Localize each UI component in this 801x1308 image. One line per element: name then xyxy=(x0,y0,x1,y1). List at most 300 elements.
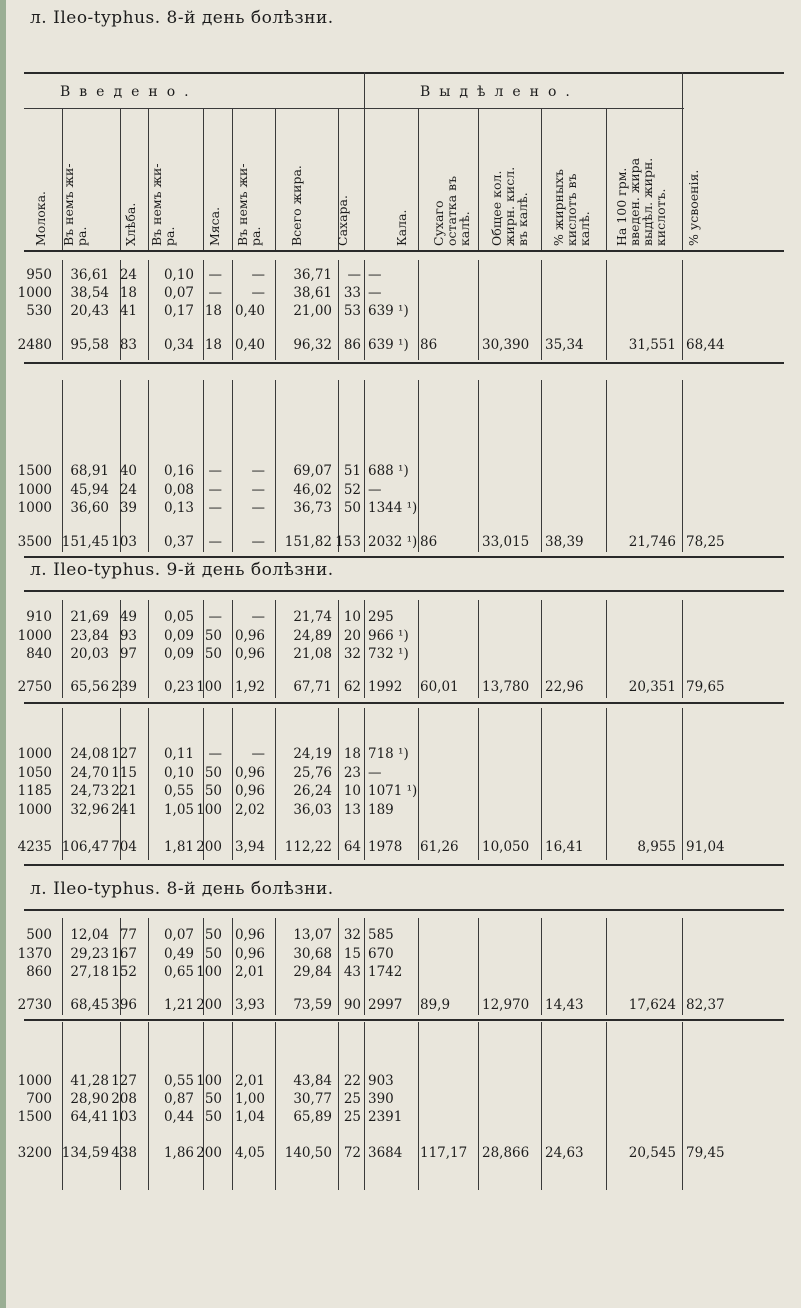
total-k: 3684 xyxy=(368,1145,403,1161)
cell-me: — xyxy=(208,463,222,479)
cell-tf: 36,03 xyxy=(293,802,332,818)
total-tf: 96,32 xyxy=(293,337,332,353)
cell-tf: 26,24 xyxy=(293,783,332,799)
cell-m: 1370 xyxy=(17,946,52,962)
cell-tf: 69,07 xyxy=(293,463,332,479)
cell-s: 10 xyxy=(343,783,361,799)
cell-m: 1000 xyxy=(17,482,52,498)
cell-m: 1500 xyxy=(17,1109,52,1125)
total-row xyxy=(0,679,801,699)
cell-me: 50 xyxy=(204,628,222,644)
table-row xyxy=(0,1091,801,1111)
table-row xyxy=(0,927,801,947)
cell-mef: 0,40 xyxy=(234,303,265,319)
cell-bf: 0,07 xyxy=(163,927,194,943)
cell-k: — xyxy=(368,765,382,781)
total-bf: 1,21 xyxy=(163,997,194,1013)
table-row xyxy=(0,946,801,966)
cell-k: 1742 xyxy=(368,964,403,980)
cell-s: 33 xyxy=(343,285,361,301)
cell-mef: — xyxy=(251,482,265,498)
column-header: Въ немъ жи- ра. xyxy=(149,163,177,246)
table-row xyxy=(0,500,801,520)
total-per100: 20,351 xyxy=(628,679,676,695)
total-pct: 35,34 xyxy=(545,337,584,353)
column-header: Въ немъ жи- ра. xyxy=(235,163,263,246)
total-dry: 117,17 xyxy=(420,1145,468,1161)
cell-k: 189 xyxy=(368,802,394,818)
cell-bf: 0,10 xyxy=(163,267,194,283)
cell-mf: 32,96 xyxy=(70,802,109,818)
total-row xyxy=(0,1145,801,1165)
total-mf: 68,45 xyxy=(70,997,109,1013)
total-pct: 38,39 xyxy=(545,534,584,550)
total-mf: 95,58 xyxy=(70,337,109,353)
total-s: 62 xyxy=(343,679,361,695)
total-abs: 79,45 xyxy=(686,1145,725,1161)
cell-mf: 64,41 xyxy=(70,1109,109,1125)
column-header: Кала. xyxy=(394,209,409,246)
table-row xyxy=(0,267,801,287)
cell-m: 1000 xyxy=(17,500,52,516)
cell-bf: 0,13 xyxy=(163,500,194,516)
table-row xyxy=(0,482,801,502)
total-abs: 78,25 xyxy=(686,534,725,550)
table-row xyxy=(0,964,801,984)
cell-tf: 43,84 xyxy=(293,1073,332,1089)
cell-tf: 38,61 xyxy=(293,285,332,301)
cell-m: 910 xyxy=(26,609,52,625)
table-row xyxy=(0,746,801,766)
cell-me: 100 xyxy=(196,802,222,818)
table-row xyxy=(0,628,801,648)
header-col-rule xyxy=(682,108,683,250)
cell-mf: 36,60 xyxy=(70,500,109,516)
header-col-rule xyxy=(364,108,365,250)
cell-bf: 0,16 xyxy=(163,463,194,479)
total-me: 200 xyxy=(196,1145,222,1161)
cell-me: 100 xyxy=(196,964,222,980)
section-out-label: Выдѣлено. xyxy=(420,84,579,100)
cell-me: 50 xyxy=(204,783,222,799)
cell-mf: 24,70 xyxy=(70,765,109,781)
cell-s: 51 xyxy=(343,463,361,479)
cell-mf: 28,90 xyxy=(70,1091,109,1107)
cell-s: 15 xyxy=(343,946,361,962)
total-per100: 20,545 xyxy=(628,1145,676,1161)
block-rule xyxy=(24,556,784,558)
cell-s: 32 xyxy=(343,646,361,662)
total-me: 18 xyxy=(204,337,222,353)
column-header: Всего жира. xyxy=(289,165,304,246)
total-pct: 24,63 xyxy=(545,1145,584,1161)
cell-me: 100 xyxy=(196,1073,222,1089)
cell-k: 732 ¹) xyxy=(368,646,409,662)
cell-b: 40 xyxy=(119,463,137,479)
total-tf: 73,59 xyxy=(293,997,332,1013)
cell-mef: 2,02 xyxy=(234,802,265,818)
cell-k: 2391 xyxy=(368,1109,403,1125)
total-fa: 28,866 xyxy=(482,1145,530,1161)
cell-s: 18 xyxy=(343,746,361,762)
cell-b: 152 xyxy=(111,964,137,980)
cell-m: 1000 xyxy=(17,746,52,762)
table-row xyxy=(0,1109,801,1129)
cell-me: — xyxy=(208,285,222,301)
table-row xyxy=(0,1073,801,1093)
total-m: 2750 xyxy=(17,679,52,695)
cell-tf: 24,89 xyxy=(293,628,332,644)
cell-mf: 29,23 xyxy=(70,946,109,962)
total-b: 239 xyxy=(111,679,137,695)
total-mef: 3,93 xyxy=(234,997,265,1013)
total-mf: 106,47 xyxy=(61,839,109,855)
total-m: 2730 xyxy=(17,997,52,1013)
cell-tf: 30,68 xyxy=(293,946,332,962)
cell-k: 1344 ¹) xyxy=(368,500,418,516)
total-pct: 22,96 xyxy=(545,679,584,695)
cell-m: 950 xyxy=(26,267,52,283)
cell-bf: 1,05 xyxy=(163,802,194,818)
section-top-rule xyxy=(24,909,784,911)
total-mef: 0,40 xyxy=(234,337,265,353)
cell-m: 530 xyxy=(26,303,52,319)
table-row xyxy=(0,783,801,803)
cell-me: 50 xyxy=(204,1109,222,1125)
cell-k: 1071 ¹) xyxy=(368,783,418,799)
cell-b: 93 xyxy=(119,628,137,644)
total-row xyxy=(0,534,801,554)
table-row xyxy=(0,646,801,666)
table-row xyxy=(0,765,801,785)
cell-bf: 0,55 xyxy=(163,1073,194,1089)
cell-m: 1050 xyxy=(17,765,52,781)
header-col-rule xyxy=(232,108,233,250)
cell-mf: 21,69 xyxy=(70,609,109,625)
cell-k: — xyxy=(368,267,382,283)
cell-tf: 36,71 xyxy=(293,267,332,283)
cell-bf: 0,44 xyxy=(163,1109,194,1125)
total-b: 396 xyxy=(111,997,137,1013)
cell-s: 25 xyxy=(343,1091,361,1107)
cell-me: 50 xyxy=(204,646,222,662)
cell-m: 500 xyxy=(26,927,52,943)
total-mef: 3,94 xyxy=(234,839,265,855)
cell-k: 639 ¹) xyxy=(368,303,409,319)
cell-bf: 0,05 xyxy=(163,609,194,625)
total-bf: 0,37 xyxy=(163,534,194,550)
cell-k: 585 xyxy=(368,927,394,943)
total-s: 86 xyxy=(343,337,361,353)
total-mef: 4,05 xyxy=(234,1145,265,1161)
total-me: — xyxy=(208,534,222,550)
total-bf: 1,81 xyxy=(163,839,194,855)
cell-tf: 21,00 xyxy=(293,303,332,319)
cell-b: 167 xyxy=(111,946,137,962)
cell-tf: 65,89 xyxy=(293,1109,332,1125)
cell-mef: — xyxy=(251,267,265,283)
cell-me: — xyxy=(208,746,222,762)
cell-mef: — xyxy=(251,609,265,625)
header-top-rule xyxy=(24,72,784,74)
total-abs: 91,04 xyxy=(686,839,725,855)
total-mf: 151,45 xyxy=(61,534,109,550)
total-s: 153 xyxy=(335,534,361,550)
column-header: % усвоенія. xyxy=(686,169,701,246)
cell-m: 700 xyxy=(26,1091,52,1107)
total-tf: 67,71 xyxy=(293,679,332,695)
total-per100: 17,624 xyxy=(628,997,676,1013)
header-col-rule xyxy=(275,108,276,250)
total-m: 3500 xyxy=(17,534,52,550)
cell-bf: 0,10 xyxy=(163,765,194,781)
cell-mf: 20,43 xyxy=(70,303,109,319)
total-b: 704 xyxy=(111,839,137,855)
cell-mef: 1,04 xyxy=(234,1109,265,1125)
cell-mef: 0,96 xyxy=(234,628,265,644)
total-abs: 79,65 xyxy=(686,679,725,695)
cell-mef: 0,96 xyxy=(234,765,265,781)
column-header: Хлѣба. xyxy=(123,202,138,246)
total-k: 639 ¹) xyxy=(368,337,409,353)
cell-mf: 20,03 xyxy=(70,646,109,662)
cell-tf: 36,73 xyxy=(293,500,332,516)
cell-k: 295 xyxy=(368,609,394,625)
total-mf: 134,59 xyxy=(61,1145,109,1161)
cell-tf: 24,19 xyxy=(293,746,332,762)
cell-m: 1000 xyxy=(17,285,52,301)
cell-b: 41 xyxy=(119,303,137,319)
header-col-rule xyxy=(418,108,419,250)
cell-mf: 45,94 xyxy=(70,482,109,498)
total-row xyxy=(0,997,801,1017)
cell-k: 903 xyxy=(368,1073,394,1089)
cell-me: 50 xyxy=(204,1091,222,1107)
total-me: 200 xyxy=(196,997,222,1013)
section-title: л. Ileo-typhus. 9-й день болѣзни. xyxy=(30,560,334,580)
cell-bf: 0,65 xyxy=(163,964,194,980)
total-pct: 14,43 xyxy=(545,997,584,1013)
total-k: 1992 xyxy=(368,679,403,695)
cell-b: 241 xyxy=(111,802,137,818)
cell-k: — xyxy=(368,482,382,498)
cell-mef: 0,96 xyxy=(234,927,265,943)
cell-m: 840 xyxy=(26,646,52,662)
cell-m: 1000 xyxy=(17,1073,52,1089)
cell-mef: — xyxy=(251,463,265,479)
cell-s: 52 xyxy=(343,482,361,498)
table-row xyxy=(0,802,801,822)
cell-mef: 0,96 xyxy=(234,646,265,662)
block-rule xyxy=(24,702,784,704)
total-b: 438 xyxy=(111,1145,137,1161)
header-bottom-rule xyxy=(24,250,784,252)
total-dry: 60,01 xyxy=(420,679,459,695)
cell-tf: 13,07 xyxy=(293,927,332,943)
column-header: На 100 грм. введен. жира выдѣл. жирн. кислотъ. xyxy=(614,157,668,246)
cell-bf: 0,55 xyxy=(163,783,194,799)
cell-mef: — xyxy=(251,285,265,301)
cell-b: 103 xyxy=(111,1109,137,1125)
total-per100: 8,955 xyxy=(637,839,676,855)
cell-s: 23 xyxy=(343,765,361,781)
cell-bf: 0,11 xyxy=(163,746,194,762)
cell-s: — xyxy=(347,267,361,283)
cell-s: 20 xyxy=(343,628,361,644)
total-s: 64 xyxy=(343,839,361,855)
cell-me: 50 xyxy=(204,946,222,962)
cell-s: 22 xyxy=(343,1073,361,1089)
table-row xyxy=(0,285,801,305)
cell-b: 127 xyxy=(111,1073,137,1089)
total-k: 1978 xyxy=(368,839,403,855)
total-fa: 33,015 xyxy=(482,534,530,550)
cell-s: 10 xyxy=(343,609,361,625)
cell-bf: 0,09 xyxy=(163,646,194,662)
total-m: 4235 xyxy=(17,839,52,855)
cell-tf: 29,84 xyxy=(293,964,332,980)
cell-bf: 0,08 xyxy=(163,482,194,498)
cell-s: 32 xyxy=(343,927,361,943)
total-fa: 12,970 xyxy=(482,997,530,1013)
total-tf: 140,50 xyxy=(284,1145,332,1161)
cell-bf: 0,49 xyxy=(163,946,194,962)
total-tf: 151,82 xyxy=(284,534,332,550)
total-dry: 89,9 xyxy=(420,997,451,1013)
cell-mf: 36,61 xyxy=(70,267,109,283)
total-per100: 21,746 xyxy=(628,534,676,550)
table-row xyxy=(0,303,801,323)
cell-mef: 0,96 xyxy=(234,946,265,962)
table-row xyxy=(0,463,801,483)
total-row xyxy=(0,839,801,859)
cell-mf: 68,91 xyxy=(70,463,109,479)
column-header: % жирныхъ кислотъ въ калѣ. xyxy=(551,169,592,246)
column-header: Общее кол. жирн. кисл. въ калѣ. xyxy=(489,166,530,246)
block-rule xyxy=(24,864,784,866)
column-header: Молока. xyxy=(33,190,48,246)
header-col-rule xyxy=(120,108,121,250)
total-me: 200 xyxy=(196,839,222,855)
cell-m: 1000 xyxy=(17,628,52,644)
cell-b: 24 xyxy=(119,482,137,498)
cell-tf: 46,02 xyxy=(293,482,332,498)
total-k: 2997 xyxy=(368,997,403,1013)
total-fa: 13,780 xyxy=(482,679,530,695)
block-rule xyxy=(24,362,784,364)
block-rule xyxy=(24,1019,784,1021)
total-tf: 112,22 xyxy=(284,839,332,855)
cell-k: 670 xyxy=(368,946,394,962)
table-row xyxy=(0,609,801,629)
total-bf: 0,23 xyxy=(163,679,194,695)
column-header: Мяса. xyxy=(207,206,222,246)
cell-b: 24 xyxy=(119,267,137,283)
cell-mef: 0,96 xyxy=(234,783,265,799)
cell-b: 221 xyxy=(111,783,137,799)
cell-mf: 12,04 xyxy=(70,927,109,943)
total-dry: 61,26 xyxy=(420,839,459,855)
cell-k: 688 ¹) xyxy=(368,463,409,479)
cell-bf: 0,87 xyxy=(163,1091,194,1107)
column-header: Въ немъ жи- ра. xyxy=(61,163,89,246)
cell-b: 127 xyxy=(111,746,137,762)
cell-me: — xyxy=(208,267,222,283)
total-row xyxy=(0,337,801,357)
cell-k: — xyxy=(368,285,382,301)
cell-k: 390 xyxy=(368,1091,394,1107)
total-fa: 30,390 xyxy=(482,337,530,353)
cell-s: 13 xyxy=(343,802,361,818)
cell-mf: 38,54 xyxy=(70,285,109,301)
cell-bf: 0,07 xyxy=(163,285,194,301)
header-col-rule xyxy=(606,108,607,250)
total-mef: 1,92 xyxy=(234,679,265,695)
cell-mef: 1,00 xyxy=(234,1091,265,1107)
cell-s: 50 xyxy=(343,500,361,516)
total-k: 2032 ¹) xyxy=(368,534,418,550)
cell-s: 43 xyxy=(343,964,361,980)
cell-mf: 27,18 xyxy=(70,964,109,980)
cell-me: — xyxy=(208,609,222,625)
total-dry: 86 xyxy=(420,337,438,353)
cell-tf: 30,77 xyxy=(293,1091,332,1107)
cell-me: — xyxy=(208,482,222,498)
cell-tf: 21,08 xyxy=(293,646,332,662)
header-col-rule xyxy=(541,108,542,250)
cell-mef: 2,01 xyxy=(234,964,265,980)
cell-mf: 24,08 xyxy=(70,746,109,762)
cell-m: 1000 xyxy=(17,802,52,818)
total-b: 83 xyxy=(119,337,137,353)
total-bf: 0,34 xyxy=(163,337,194,353)
total-m: 3200 xyxy=(17,1145,52,1161)
cell-mf: 24,73 xyxy=(70,783,109,799)
header-mid-rule xyxy=(24,108,684,109)
total-b: 103 xyxy=(111,534,137,550)
section-title: л. Ileo-typhus. 8-й день болѣзни. xyxy=(30,8,334,28)
cell-m: 1185 xyxy=(17,783,52,799)
cell-me: — xyxy=(208,500,222,516)
total-mf: 65,56 xyxy=(70,679,109,695)
total-per100: 31,551 xyxy=(628,337,676,353)
cell-b: 39 xyxy=(119,500,137,516)
cell-k: 718 ¹) xyxy=(368,746,409,762)
cell-me: 18 xyxy=(204,303,222,319)
header-col-rule xyxy=(203,108,204,250)
cell-b: 115 xyxy=(111,765,137,781)
total-dry: 86 xyxy=(420,534,438,550)
total-fa: 10,050 xyxy=(482,839,530,855)
cell-b: 77 xyxy=(119,927,137,943)
cell-mf: 23,84 xyxy=(70,628,109,644)
column-header: Сахара. xyxy=(335,195,350,246)
total-mef: — xyxy=(251,534,265,550)
total-s: 72 xyxy=(343,1145,361,1161)
total-abs: 82,37 xyxy=(686,997,725,1013)
cell-b: 18 xyxy=(119,285,137,301)
cell-s: 25 xyxy=(343,1109,361,1125)
cell-k: 966 ¹) xyxy=(368,628,409,644)
cell-bf: 0,17 xyxy=(163,303,194,319)
column-header: Сухаго остатка въ калѣ. xyxy=(431,175,472,246)
cell-mf: 41,28 xyxy=(70,1073,109,1089)
cell-m: 1500 xyxy=(17,463,52,479)
cell-bf: 0,09 xyxy=(163,628,194,644)
total-m: 2480 xyxy=(17,337,52,353)
cell-mef: — xyxy=(251,500,265,516)
total-me: 100 xyxy=(196,679,222,695)
